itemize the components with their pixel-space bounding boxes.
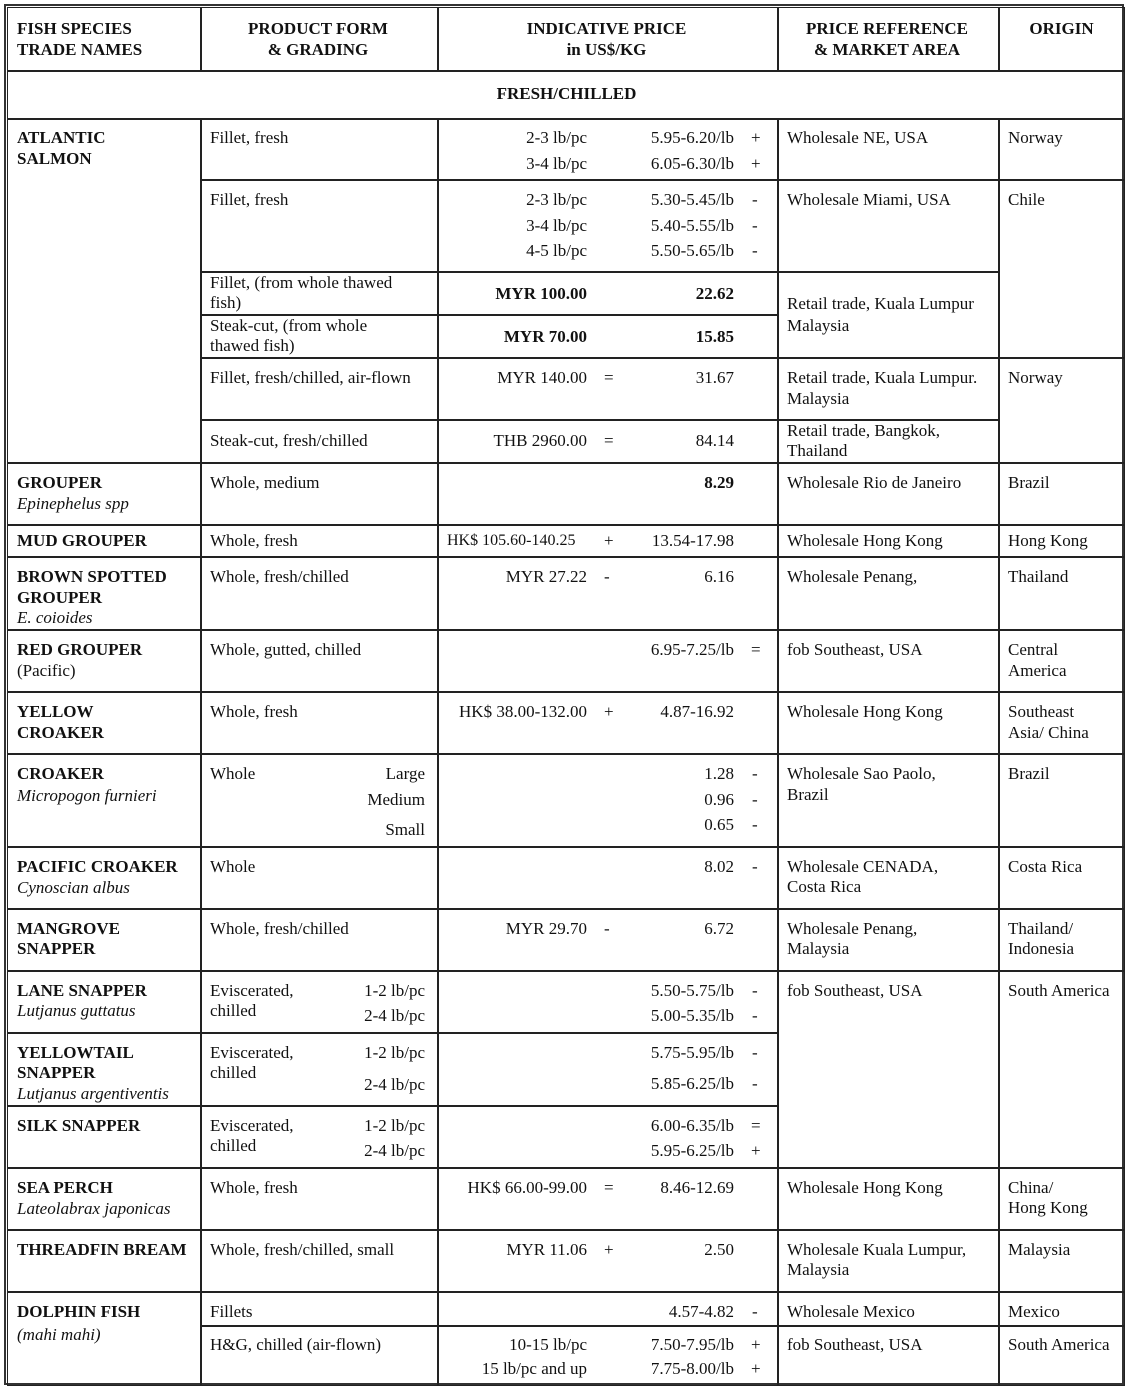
trend-equal-icon: = <box>751 640 761 659</box>
species-name: SALMON <box>17 149 92 168</box>
market: Wholesale CENADA, <box>787 857 939 876</box>
product-form: Whole, fresh <box>210 531 298 550</box>
usd-price: 0.96 <box>704 790 734 809</box>
species-name: GROUPER <box>17 473 102 492</box>
trend-up-icon: + <box>604 702 614 721</box>
local-price: MYR 27.22 <box>505 567 587 586</box>
market-cell <box>777 908 1000 972</box>
grouper-species-cell <box>8 462 202 526</box>
trend-up-icon: + <box>604 531 614 550</box>
price-cell <box>437 524 779 558</box>
product-form: chilled <box>210 1001 257 1020</box>
usd-price: 5.95-6.25/lb <box>650 1141 734 1160</box>
price-cell <box>437 1291 779 1327</box>
croaker-species-cell <box>8 753 202 848</box>
market: Malaysia <box>787 316 850 335</box>
origin: Norway <box>1008 128 1063 147</box>
price-cell <box>437 1032 779 1107</box>
species-name: SNAPPER <box>17 1063 96 1082</box>
product-form-cell <box>200 556 439 631</box>
pacific-croaker-species-cell <box>8 846 202 910</box>
local-price: HK$ 105.60-140.25 <box>447 532 576 549</box>
species-name: SNAPPER <box>17 939 96 958</box>
usd-price: 13.54-17.98 <box>651 531 734 550</box>
usd-price: 8.46-12.69 <box>660 1178 734 1197</box>
origin: Southeast <box>1008 702 1075 721</box>
section-title: FRESH/CHILLED <box>496 84 637 103</box>
trend-down-icon: - <box>604 567 610 586</box>
product-form: Whole, medium <box>210 473 320 492</box>
header-species-line1: FISH SPECIES <box>17 19 132 38</box>
trend-down-icon: - <box>752 190 758 209</box>
trend-down-icon: - <box>752 216 758 235</box>
origin-cell <box>998 629 1125 693</box>
market: Malaysia <box>787 389 850 408</box>
price: 5.30-5.45/lb <box>650 190 734 209</box>
market: Wholesale Hong Kong <box>787 531 943 550</box>
price: 6.05-6.30/lb <box>650 154 734 173</box>
brown-grouper-species-cell <box>8 556 202 631</box>
product-form-cell <box>200 1167 439 1231</box>
market: Wholesale Sao Paolo, <box>787 764 936 783</box>
origin: Norway <box>1008 368 1063 387</box>
grade: Medium <box>367 790 425 809</box>
market: Malaysia <box>787 1260 850 1279</box>
market: Wholesale Penang, <box>787 567 918 586</box>
market: Wholesale Hong Kong <box>787 702 943 721</box>
product-form-cell <box>200 691 439 755</box>
origin: Costa Rica <box>1008 857 1083 876</box>
product-form: Whole, fresh <box>210 1178 298 1197</box>
grade: Small <box>385 820 425 839</box>
species-name: LANE SNAPPER <box>17 981 147 1000</box>
market: Wholesale NE, USA <box>787 128 929 147</box>
usd-price: 8.02 <box>704 857 734 876</box>
market-cell <box>777 556 1000 631</box>
dolphin-fish-species-cell <box>8 1291 202 1386</box>
price: 5.40-5.55/lb <box>650 216 734 235</box>
price-cell <box>437 179 779 273</box>
product-form-cell <box>200 970 439 1034</box>
market: fob Southeast, USA <box>787 640 923 659</box>
usd-price: 5.50-5.75/lb <box>650 981 734 1000</box>
product-form-cell <box>200 271 439 316</box>
trend-equal-icon: = <box>604 368 614 387</box>
product-form: Whole, gutted, chilled <box>210 640 362 659</box>
yellowtail-snapper-species-cell <box>8 1032 202 1107</box>
market-cell <box>777 691 1000 755</box>
species-name: RED GROUPER <box>17 640 143 659</box>
grade: 10-15 lb/pc <box>509 1335 587 1354</box>
header-price-line1: INDICATIVE PRICE <box>526 19 687 38</box>
market: Costa Rica <box>787 877 862 896</box>
product-form: Eviscerated, <box>210 981 294 1000</box>
market-cell <box>777 118 1000 181</box>
product-form-cell <box>200 753 439 848</box>
product-form: Whole, fresh/chilled <box>210 919 349 938</box>
silk-snapper-species-cell <box>8 1105 202 1169</box>
product-form: chilled <box>210 1136 257 1155</box>
usd-price: 5.00-5.35/lb <box>650 1006 734 1025</box>
price: 5.50-5.65/lb <box>650 241 734 260</box>
price: 5.95-6.20/lb <box>650 128 734 147</box>
product-form-cell <box>200 908 439 972</box>
usd-price: 4.57-4.82 <box>668 1302 734 1321</box>
mud-grouper-species-cell <box>8 524 202 558</box>
price-cell <box>437 419 779 464</box>
origin-cell <box>998 1229 1125 1293</box>
trend-down-icon: - <box>752 241 758 260</box>
product-form-cell <box>200 1325 439 1386</box>
usd-price: 6.16 <box>704 567 734 586</box>
origin-cell <box>998 524 1125 558</box>
usd-price: 22.62 <box>695 284 734 303</box>
trend-up-icon: + <box>751 1335 761 1354</box>
origin: Chile <box>1008 190 1045 209</box>
trend-equal-icon: = <box>604 431 614 450</box>
usd-price: 1.28 <box>704 764 734 783</box>
market-cell <box>777 1291 1000 1327</box>
header-cell-species <box>8 8 202 72</box>
grade: 3-4 lb/pc <box>526 154 587 173</box>
threadfin-bream-species-cell <box>8 1229 202 1293</box>
trend-down-icon: - <box>752 981 758 1000</box>
latin-name: Epinephelus spp <box>17 494 129 513</box>
origin-cell <box>998 1291 1125 1327</box>
usd-price: 8.29 <box>704 473 734 492</box>
grade: 15 lb/pc and up <box>481 1359 587 1378</box>
local-price: HK$ 38.00-132.00 <box>459 702 587 721</box>
trend-up-icon: + <box>751 154 761 173</box>
origin: Thailand <box>1008 567 1069 586</box>
origin-cell <box>998 179 1125 359</box>
price-cell <box>437 629 779 693</box>
header-market-line2: & MARKET AREA <box>813 40 961 59</box>
latin-name: Lateolabrax japonicas <box>17 1199 171 1218</box>
header-form-line2: & GRADING <box>267 40 369 59</box>
origin-cell <box>998 556 1125 631</box>
product-form-cell <box>200 524 439 558</box>
local-price: THB 2960.00 <box>493 431 587 450</box>
grade: 2-4 lb/pc <box>364 1075 425 1094</box>
species-name: THREADFIN BREAM <box>17 1240 187 1259</box>
price-cell <box>437 271 779 316</box>
origin-cell <box>998 846 1125 910</box>
product-form-cell <box>200 462 439 526</box>
species-name: ATLANTIC <box>17 128 106 147</box>
product-form: Fillet, fresh <box>210 128 289 147</box>
species-subtitle: (Pacific) <box>17 661 76 680</box>
market: Retail trade, Kuala Lumpur. <box>787 368 978 387</box>
product-form: Whole, fresh <box>210 702 298 721</box>
price-cell <box>437 753 779 848</box>
origin: South America <box>1008 1335 1110 1354</box>
local-price: MYR 29.70 <box>505 919 587 938</box>
price-cell <box>437 1167 779 1231</box>
product-form: Eviscerated, <box>210 1043 294 1062</box>
price-cell <box>437 908 779 972</box>
header-cell-price <box>437 8 779 72</box>
grade: 2-4 lb/pc <box>364 1141 425 1160</box>
product-form: Eviscerated, <box>210 1116 294 1135</box>
product-form-cell <box>200 118 439 181</box>
origin-cell <box>998 1167 1125 1231</box>
grade: 1-2 lb/pc <box>364 981 425 1000</box>
price-cell <box>437 970 779 1034</box>
trend-up-icon: + <box>751 1141 761 1160</box>
origin: Asia/ China <box>1008 723 1089 742</box>
species-name: YELLOW <box>17 702 94 721</box>
product-form: Fillet, (from whole thawed <box>210 273 393 292</box>
product-form: Whole <box>210 857 256 876</box>
product-form-cell <box>200 419 439 464</box>
price-cell <box>437 691 779 755</box>
origin: Brazil <box>1008 473 1050 492</box>
product-form: H&G, chilled (air-flown) <box>210 1335 382 1354</box>
market-cell <box>777 753 1000 848</box>
latin-name: (mahi mahi) <box>17 1325 101 1344</box>
product-form-cell <box>200 1229 439 1293</box>
origin: Brazil <box>1008 764 1050 783</box>
usd-price: 6.72 <box>704 919 734 938</box>
market: Wholesale Miami, USA <box>787 190 951 209</box>
species-name: MUD GROUPER <box>17 531 147 550</box>
origin: South America <box>1008 981 1110 1000</box>
origin: Indonesia <box>1008 939 1075 958</box>
species-name: CROAKER <box>17 764 104 783</box>
usd-price: 15.85 <box>695 327 734 346</box>
latin-name: E. coioides <box>17 608 93 627</box>
product-form: chilled <box>210 1063 257 1082</box>
species-name: SEA PERCH <box>17 1178 113 1197</box>
market: Retail trade, Bangkok, <box>787 421 940 440</box>
sea-perch-species-cell <box>8 1167 202 1231</box>
species-name: DOLPHIN FISH <box>17 1302 141 1321</box>
price-cell <box>437 314 779 359</box>
market: Brazil <box>787 785 829 804</box>
species-name: GROUPER <box>17 588 102 607</box>
species-name: YELLOWTAIL <box>17 1043 134 1062</box>
origin-cell <box>998 357 1125 464</box>
origin-cell <box>998 970 1125 1169</box>
price-cell <box>437 556 779 631</box>
origin-cell <box>998 753 1125 848</box>
usd-price: 6.00-6.35/lb <box>650 1116 734 1135</box>
origin-cell <box>998 691 1125 755</box>
local-price: MYR 70.00 <box>503 327 587 346</box>
origin: America <box>1008 661 1067 680</box>
product-form-cell <box>200 629 439 693</box>
product-form: Whole, fresh/chilled <box>210 567 349 586</box>
product-form-cell <box>200 846 439 910</box>
market: Wholesale Penang, <box>787 919 918 938</box>
lane-snapper-species-cell <box>8 970 202 1034</box>
trend-up-icon: + <box>751 1359 761 1378</box>
species-name: BROWN SPOTTED <box>17 567 167 586</box>
product-form-cell <box>200 1291 439 1327</box>
trend-up-icon: + <box>604 1240 614 1259</box>
header-cell-form <box>200 8 439 72</box>
usd-price: 4.87-16.92 <box>660 702 734 721</box>
trend-down-icon: - <box>752 764 758 783</box>
usd-price: 7.75-8.00/lb <box>650 1359 734 1378</box>
product-form-cell <box>200 314 439 359</box>
header-species-line2: TRADE NAMES <box>17 40 143 59</box>
red-grouper-species-cell <box>8 629 202 693</box>
market-cell <box>777 462 1000 526</box>
usd-price: 5.75-5.95/lb <box>650 1043 734 1062</box>
latin-name: Lutjanus argentiventis <box>17 1084 169 1103</box>
usd-price: 7.50-7.95/lb <box>650 1335 734 1354</box>
origin-cell <box>998 908 1125 972</box>
grade: 3-4 lb/pc <box>526 216 587 235</box>
product-form-cell <box>200 1032 439 1107</box>
market: Wholesale Hong Kong <box>787 1178 943 1197</box>
species-name: CROAKER <box>17 723 104 742</box>
trend-down-icon: - <box>752 857 758 876</box>
market-cell <box>777 179 1000 273</box>
product-form: Whole, fresh/chilled, small <box>210 1240 395 1259</box>
price-cell <box>437 1105 779 1169</box>
local-price: MYR 11.06 <box>506 1240 587 1259</box>
market-cell <box>777 271 1000 359</box>
price-cell <box>437 357 779 421</box>
market-cell <box>777 846 1000 910</box>
product-form-cell <box>200 179 439 273</box>
market-cell <box>777 419 1000 464</box>
product-form-cell <box>200 1105 439 1169</box>
grade: 4-5 lb/pc <box>526 241 587 260</box>
trend-equal-icon: = <box>751 1116 761 1135</box>
origin: Mexico <box>1008 1302 1060 1321</box>
trend-down-icon: - <box>752 1074 758 1093</box>
market-cell <box>777 629 1000 693</box>
market-cell <box>777 1167 1000 1231</box>
trend-down-icon: - <box>752 790 758 809</box>
usd-price: 6.95-7.25/lb <box>650 640 734 659</box>
grade: 1-2 lb/pc <box>364 1116 425 1135</box>
local-price: MYR 100.00 <box>495 284 587 303</box>
market: fob Southeast, USA <box>787 1335 923 1354</box>
header-form-line1: PRODUCT FORM <box>248 19 388 38</box>
trend-equal-icon: = <box>604 1178 614 1197</box>
product-form-cell <box>200 357 439 421</box>
species-name: MANGROVE <box>17 919 120 938</box>
section-row <box>8 70 1125 120</box>
latin-name: Cynoscian albus <box>17 878 130 897</box>
local-price: MYR 140.00 <box>497 368 587 387</box>
market: Thailand <box>787 441 848 460</box>
grade: 2-3 lb/pc <box>526 190 587 209</box>
product-form: Fillets <box>210 1302 253 1321</box>
latin-name: Lutjanus guttatus <box>17 1001 136 1020</box>
origin-cell <box>998 462 1125 526</box>
market: fob Southeast, USA <box>787 981 923 1000</box>
market: Wholesale Rio de Janeiro <box>787 473 962 492</box>
local-price: HK$ 66.00-99.00 <box>467 1178 587 1197</box>
market-cell <box>777 1325 1000 1386</box>
market: Wholesale Kuala Lumpur, <box>787 1240 967 1259</box>
origin: Hong Kong <box>1008 1198 1088 1217</box>
usd-price: 31.67 <box>695 368 734 387</box>
market-cell <box>777 1229 1000 1293</box>
species-name: SILK SNAPPER <box>17 1116 141 1135</box>
header-cell-origin <box>998 8 1125 72</box>
market: Retail trade, Kuala Lumpur <box>787 294 974 313</box>
header-market-line1: PRICE REFERENCE <box>806 19 968 38</box>
yellow-croaker-species-cell <box>8 691 202 755</box>
species-name: PACIFIC CROAKER <box>17 857 178 876</box>
trend-up-icon: + <box>751 128 761 147</box>
origin: China/ <box>1008 1178 1054 1197</box>
usd-price: 5.85-6.25/lb <box>650 1074 734 1093</box>
price-cell <box>437 462 779 526</box>
header-price-line2: in US$/KG <box>566 40 647 59</box>
origin: Hong Kong <box>1008 531 1088 550</box>
trend-down-icon: - <box>752 1302 758 1321</box>
price-cell <box>437 118 779 181</box>
mangrove-snapper-species-cell <box>8 908 202 972</box>
header-origin: ORIGIN <box>1029 19 1094 38</box>
product-form: Fillet, fresh <box>210 190 289 209</box>
grade: 1-2 lb/pc <box>364 1043 425 1062</box>
product-form: fish) <box>210 293 242 312</box>
usd-price: 84.14 <box>695 431 734 450</box>
market-cell <box>777 357 1000 421</box>
origin: Central <box>1008 640 1059 659</box>
origin-cell <box>998 1325 1125 1386</box>
price-cell <box>437 846 779 910</box>
trend-down-icon: - <box>604 919 610 938</box>
trend-down-icon: - <box>752 1043 758 1062</box>
price-cell <box>437 1229 779 1293</box>
latin-name: Micropogon furnieri <box>17 786 157 805</box>
origin: Thailand/ <box>1008 919 1074 938</box>
product-form: Whole <box>210 764 256 783</box>
product-form: Steak-cut, (from whole <box>210 316 368 335</box>
grade: 2-4 lb/pc <box>364 1006 425 1025</box>
market-cell <box>777 970 1000 1169</box>
market-cell <box>777 524 1000 558</box>
trend-down-icon: - <box>752 815 758 834</box>
origin: Malaysia <box>1008 1240 1071 1259</box>
origin-cell <box>998 118 1125 181</box>
salmon-species-cell <box>8 118 202 464</box>
usd-price: 0.65 <box>704 815 734 834</box>
market: Wholesale Mexico <box>787 1302 915 1321</box>
product-form: thawed fish) <box>210 336 295 355</box>
product-form: Steak-cut, fresh/chilled <box>210 431 368 450</box>
usd-price: 2.50 <box>704 1240 734 1259</box>
trend-down-icon: - <box>752 1006 758 1025</box>
product-form: Fillet, fresh/chilled, air-flown <box>210 368 411 387</box>
grade: 2-3 lb/pc <box>526 128 587 147</box>
header-cell-market <box>777 8 1000 72</box>
market: Malaysia <box>787 939 850 958</box>
grade: Large <box>385 764 425 783</box>
price-cell <box>437 1325 779 1386</box>
